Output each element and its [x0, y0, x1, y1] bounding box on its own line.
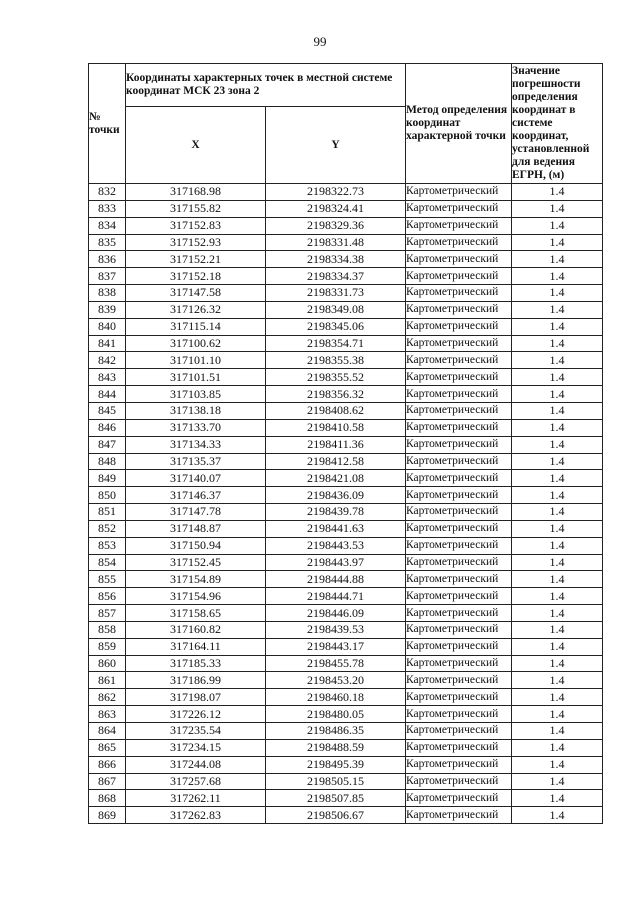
cell-y: 2198334.38	[266, 251, 406, 268]
cell-method: Картометрический	[406, 268, 512, 285]
cell-method: Картометрический	[406, 184, 512, 201]
table-row	[89, 335, 603, 352]
cell-precision: 1.4	[512, 436, 603, 453]
cell-method: Картометрический	[406, 301, 512, 318]
cell-y: 2198495.39	[266, 756, 406, 773]
cell-precision: 1.4	[512, 352, 603, 369]
cell-x: 317126.32	[126, 301, 266, 318]
cell-x: 317234.15	[126, 739, 266, 756]
cell-point-number: 856	[89, 588, 126, 605]
cell-method: Картометрический	[406, 605, 512, 622]
table-row	[89, 352, 603, 369]
cell-method: Картометрический	[406, 251, 512, 268]
cell-precision: 1.4	[512, 655, 603, 672]
cell-x: 317198.07	[126, 689, 266, 706]
page-number: 99	[313, 34, 327, 49]
cell-x: 317154.96	[126, 588, 266, 605]
cell-y: 2198356.32	[266, 386, 406, 403]
cell-method: Картометрический	[406, 487, 512, 504]
header-x: X	[126, 107, 266, 184]
header-y: Y	[266, 107, 406, 184]
table-row	[89, 268, 603, 285]
cell-x: 317150.94	[126, 537, 266, 554]
table-row	[89, 807, 603, 824]
cell-precision: 1.4	[512, 537, 603, 554]
cell-point-number: 857	[89, 605, 126, 622]
table-row	[89, 638, 603, 655]
cell-precision: 1.4	[512, 251, 603, 268]
cell-method: Картометрический	[406, 335, 512, 352]
cell-y: 2198345.06	[266, 318, 406, 335]
cell-precision: 1.4	[512, 706, 603, 723]
table-header	[89, 64, 603, 184]
table-row	[89, 689, 603, 706]
table-row	[89, 672, 603, 689]
cell-y: 2198444.88	[266, 571, 406, 588]
cell-point-number: 839	[89, 301, 126, 318]
cell-method: Картометрический	[406, 234, 512, 251]
cell-y: 2198355.38	[266, 352, 406, 369]
cell-x: 317152.18	[126, 268, 266, 285]
table-row	[89, 318, 603, 335]
cell-x: 317140.07	[126, 470, 266, 487]
cell-point-number: 847	[89, 436, 126, 453]
cell-y: 2198453.20	[266, 672, 406, 689]
cell-y: 2198412.58	[266, 453, 406, 470]
header-coordinates-group: Координаты характерных точек в местной системе координат МСК 23 зона 2	[126, 64, 406, 107]
cell-y: 2198324.41	[266, 200, 406, 217]
table-row	[89, 402, 603, 419]
cell-precision: 1.4	[512, 807, 603, 824]
cell-y: 2198455.78	[266, 655, 406, 672]
cell-y: 2198441.63	[266, 520, 406, 537]
cell-precision: 1.4	[512, 756, 603, 773]
cell-y: 2198322.73	[266, 184, 406, 201]
cell-method: Картометрический	[406, 756, 512, 773]
cell-y: 2198443.97	[266, 554, 406, 571]
cell-x: 317244.08	[126, 756, 266, 773]
cell-y: 2198486.35	[266, 723, 406, 740]
cell-method: Картометрический	[406, 638, 512, 655]
cell-method: Картометрический	[406, 739, 512, 756]
cell-precision: 1.4	[512, 571, 603, 588]
cell-method: Картометрический	[406, 402, 512, 419]
cell-precision: 1.4	[512, 268, 603, 285]
cell-precision: 1.4	[512, 773, 603, 790]
cell-method: Картометрический	[406, 504, 512, 521]
table-row	[89, 723, 603, 740]
cell-precision: 1.4	[512, 621, 603, 638]
cell-method: Картометрический	[406, 436, 512, 453]
cell-y: 2198355.52	[266, 369, 406, 386]
cell-x: 317146.37	[126, 487, 266, 504]
cell-x: 317155.82	[126, 200, 266, 217]
table-row	[89, 773, 603, 790]
cell-point-number: 862	[89, 689, 126, 706]
cell-point-number: 837	[89, 268, 126, 285]
cell-precision: 1.4	[512, 605, 603, 622]
cell-y: 2198334.37	[266, 268, 406, 285]
table-row	[89, 419, 603, 436]
cell-precision: 1.4	[512, 453, 603, 470]
cell-x: 317100.62	[126, 335, 266, 352]
cell-x: 317160.82	[126, 621, 266, 638]
table-row	[89, 453, 603, 470]
cell-point-number: 838	[89, 285, 126, 302]
cell-precision: 1.4	[512, 301, 603, 318]
cell-x: 317147.58	[126, 285, 266, 302]
cell-y: 2198411.36	[266, 436, 406, 453]
table-row	[89, 520, 603, 537]
cell-precision: 1.4	[512, 386, 603, 403]
cell-point-number: 865	[89, 739, 126, 756]
cell-method: Картометрический	[406, 369, 512, 386]
table-row	[89, 706, 603, 723]
cell-y: 2198331.73	[266, 285, 406, 302]
cell-y: 2198349.08	[266, 301, 406, 318]
cell-y: 2198507.85	[266, 790, 406, 807]
header-method: Метод определения координат характерной точки	[406, 64, 512, 184]
cell-point-number: 853	[89, 537, 126, 554]
cell-method: Картометрический	[406, 537, 512, 554]
cell-y: 2198329.36	[266, 217, 406, 234]
cell-x: 317235.54	[126, 723, 266, 740]
cell-method: Картометрический	[406, 285, 512, 302]
cell-method: Картометрический	[406, 723, 512, 740]
cell-precision: 1.4	[512, 554, 603, 571]
cell-point-number: 832	[89, 184, 126, 201]
cell-point-number: 843	[89, 369, 126, 386]
cell-method: Картометрический	[406, 453, 512, 470]
cell-method: Картометрический	[406, 217, 512, 234]
table-row	[89, 655, 603, 672]
cell-point-number: 860	[89, 655, 126, 672]
cell-precision: 1.4	[512, 217, 603, 234]
cell-x: 317152.45	[126, 554, 266, 571]
cell-precision: 1.4	[512, 184, 603, 201]
cell-point-number: 855	[89, 571, 126, 588]
table-row	[89, 588, 603, 605]
cell-point-number: 861	[89, 672, 126, 689]
cell-point-number: 849	[89, 470, 126, 487]
table-row	[89, 756, 603, 773]
cell-y: 2198408.62	[266, 402, 406, 419]
cell-point-number: 854	[89, 554, 126, 571]
cell-point-number: 851	[89, 504, 126, 521]
header-precision: Значение погрешности определения координат в системе координат, установленной для ведения ЕГРН, (м)	[512, 64, 603, 184]
cell-x: 317101.51	[126, 369, 266, 386]
table-row	[89, 605, 603, 622]
cell-method: Картометрический	[406, 386, 512, 403]
cell-point-number: 858	[89, 621, 126, 638]
cell-y: 2198444.71	[266, 588, 406, 605]
cell-method: Картометрический	[406, 689, 512, 706]
cell-point-number: 866	[89, 756, 126, 773]
cell-point-number: 868	[89, 790, 126, 807]
cell-precision: 1.4	[512, 335, 603, 352]
cell-y: 2198506.67	[266, 807, 406, 824]
cell-method: Картометрический	[406, 672, 512, 689]
cell-precision: 1.4	[512, 402, 603, 419]
cell-x: 317138.18	[126, 402, 266, 419]
cell-x: 317135.37	[126, 453, 266, 470]
cell-precision: 1.4	[512, 739, 603, 756]
cell-point-number: 842	[89, 352, 126, 369]
table-row	[89, 621, 603, 638]
cell-point-number: 844	[89, 386, 126, 403]
cell-y: 2198488.59	[266, 739, 406, 756]
cell-point-number: 852	[89, 520, 126, 537]
cell-method: Картометрический	[406, 318, 512, 335]
cell-precision: 1.4	[512, 470, 603, 487]
cell-method: Картометрический	[406, 554, 512, 571]
cell-x: 317164.11	[126, 638, 266, 655]
table-row	[89, 554, 603, 571]
cell-point-number: 864	[89, 723, 126, 740]
table-row	[89, 436, 603, 453]
cell-x: 317186.99	[126, 672, 266, 689]
cell-precision: 1.4	[512, 672, 603, 689]
table-row	[89, 301, 603, 318]
cell-y: 2198480.05	[266, 706, 406, 723]
cell-precision: 1.4	[512, 588, 603, 605]
cell-precision: 1.4	[512, 790, 603, 807]
cell-point-number: 846	[89, 419, 126, 436]
cell-x: 317257.68	[126, 773, 266, 790]
cell-x: 317262.83	[126, 807, 266, 824]
cell-x: 317158.65	[126, 605, 266, 622]
cell-point-number: 869	[89, 807, 126, 824]
cell-method: Картометрический	[406, 773, 512, 790]
cell-point-number: 850	[89, 487, 126, 504]
cell-method: Картометрический	[406, 470, 512, 487]
cell-precision: 1.4	[512, 200, 603, 217]
cell-method: Картометрический	[406, 352, 512, 369]
cell-y: 2198354.71	[266, 335, 406, 352]
table-row	[89, 285, 603, 302]
cell-method: Картометрический	[406, 200, 512, 217]
cell-point-number: 848	[89, 453, 126, 470]
cell-method: Картометрический	[406, 571, 512, 588]
cell-x: 317154.89	[126, 571, 266, 588]
cell-point-number: 845	[89, 402, 126, 419]
coordinates-table	[88, 63, 603, 824]
table-row	[89, 200, 603, 217]
table-row	[89, 386, 603, 403]
table-row	[89, 217, 603, 234]
cell-point-number: 835	[89, 234, 126, 251]
table-row	[89, 184, 603, 201]
table-row	[89, 234, 603, 251]
cell-y: 2198460.18	[266, 689, 406, 706]
cell-x: 317152.93	[126, 234, 266, 251]
cell-x: 317152.21	[126, 251, 266, 268]
cell-y: 2198443.17	[266, 638, 406, 655]
table-row	[89, 504, 603, 521]
cell-method: Картометрический	[406, 807, 512, 824]
cell-point-number: 833	[89, 200, 126, 217]
cell-method: Картометрический	[406, 655, 512, 672]
cell-point-number: 836	[89, 251, 126, 268]
cell-x: 317133.70	[126, 419, 266, 436]
table-row	[89, 739, 603, 756]
cell-point-number: 841	[89, 335, 126, 352]
cell-y: 2198410.58	[266, 419, 406, 436]
table-row	[89, 790, 603, 807]
cell-method: Картометрический	[406, 588, 512, 605]
cell-x: 317148.87	[126, 520, 266, 537]
cell-x: 317152.83	[126, 217, 266, 234]
cell-precision: 1.4	[512, 318, 603, 335]
cell-y: 2198439.78	[266, 504, 406, 521]
cell-x: 317101.10	[126, 352, 266, 369]
cell-precision: 1.4	[512, 285, 603, 302]
cell-y: 2198443.53	[266, 537, 406, 554]
cell-x: 317134.33	[126, 436, 266, 453]
table-row	[89, 369, 603, 386]
cell-method: Картометрический	[406, 520, 512, 537]
cell-y: 2198439.53	[266, 621, 406, 638]
cell-x: 317185.33	[126, 655, 266, 672]
table-row	[89, 537, 603, 554]
table-row	[89, 470, 603, 487]
cell-point-number: 867	[89, 773, 126, 790]
table-row	[89, 487, 603, 504]
cell-x: 317147.78	[126, 504, 266, 521]
header-point-number: № точки	[89, 64, 126, 184]
table-body	[89, 184, 603, 824]
cell-precision: 1.4	[512, 487, 603, 504]
cell-point-number: 859	[89, 638, 126, 655]
cell-method: Картометрический	[406, 621, 512, 638]
cell-point-number: 863	[89, 706, 126, 723]
cell-x: 317103.85	[126, 386, 266, 403]
cell-precision: 1.4	[512, 520, 603, 537]
table-row	[89, 571, 603, 588]
cell-point-number: 834	[89, 217, 126, 234]
cell-x: 317168.98	[126, 184, 266, 201]
cell-y: 2198446.09	[266, 605, 406, 622]
cell-method: Картометрический	[406, 790, 512, 807]
cell-precision: 1.4	[512, 689, 603, 706]
cell-precision: 1.4	[512, 419, 603, 436]
cell-precision: 1.4	[512, 234, 603, 251]
cell-x: 317115.14	[126, 318, 266, 335]
cell-precision: 1.4	[512, 504, 603, 521]
cell-x: 317226.12	[126, 706, 266, 723]
cell-x: 317262.11	[126, 790, 266, 807]
cell-method: Картометрический	[406, 419, 512, 436]
cell-precision: 1.4	[512, 638, 603, 655]
cell-point-number: 840	[89, 318, 126, 335]
cell-method: Картометрический	[406, 706, 512, 723]
cell-y: 2198421.08	[266, 470, 406, 487]
table-row	[89, 251, 603, 268]
cell-y: 2198505.15	[266, 773, 406, 790]
cell-y: 2198331.48	[266, 234, 406, 251]
cell-precision: 1.4	[512, 369, 603, 386]
cell-precision: 1.4	[512, 723, 603, 740]
cell-y: 2198436.09	[266, 487, 406, 504]
